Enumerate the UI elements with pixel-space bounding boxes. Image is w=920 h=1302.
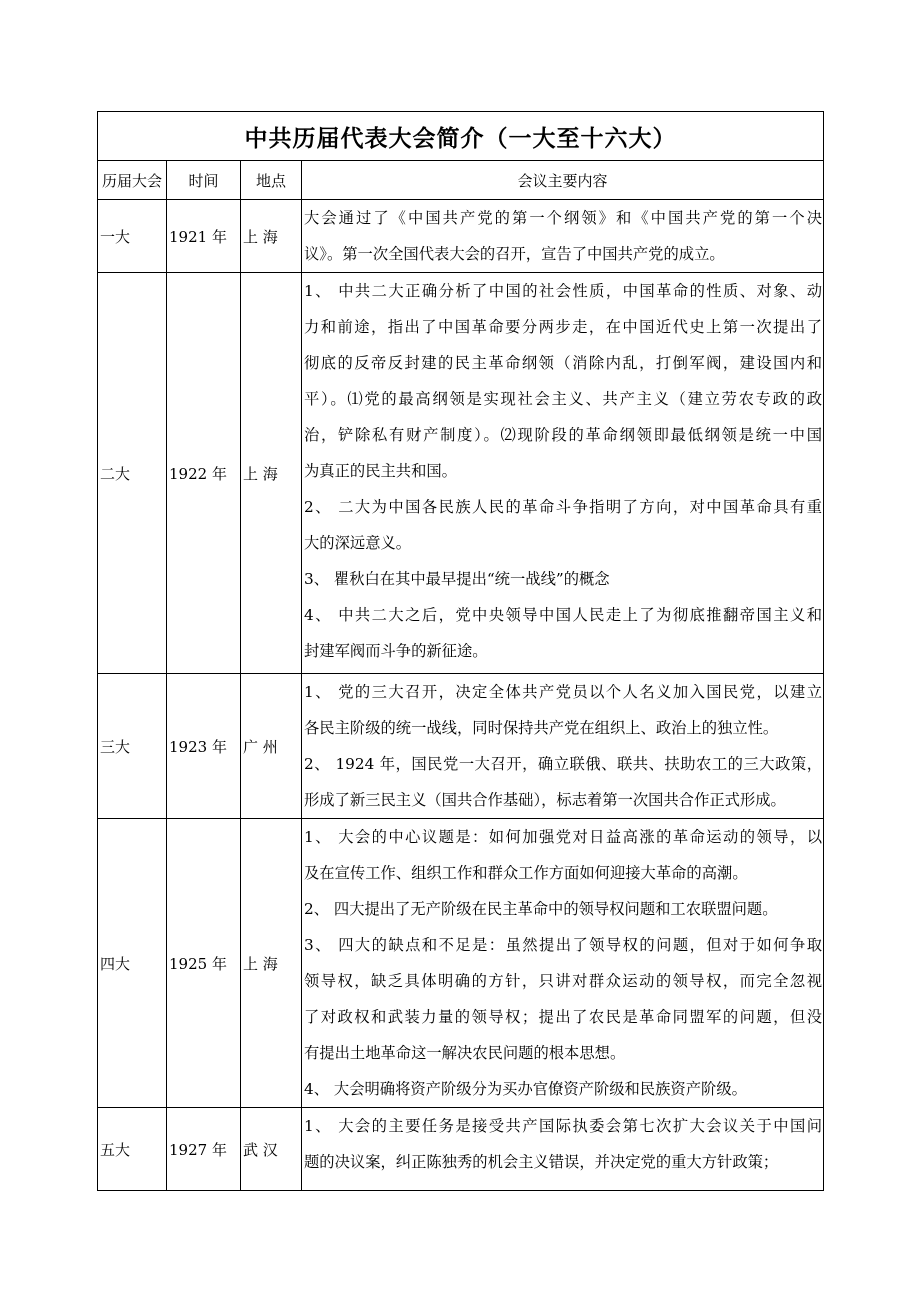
cell-place: 上 海 bbox=[241, 273, 302, 674]
cell-place: 武 汉 bbox=[241, 1108, 302, 1191]
cell-content bbox=[302, 674, 824, 819]
table-row bbox=[98, 674, 824, 819]
cell-congress: 一大 bbox=[98, 200, 167, 273]
content-line: 1、 大会的中心议题是：如何加强党对日益高涨的革命运动的领导，以 bbox=[304, 828, 822, 846]
cell-congress: 五大 bbox=[98, 1108, 167, 1191]
content-line: 大的深远意义。 bbox=[304, 534, 412, 552]
cell-place: 广 州 bbox=[241, 674, 302, 819]
cell-year: 1925 年 bbox=[167, 819, 241, 1108]
content-line: 有提出土地革命这一解决农民问题的根本思想。 bbox=[304, 1044, 626, 1062]
header-place: 地点 bbox=[241, 161, 302, 200]
document-title: 中共历届代表大会简介（一大至十六大） bbox=[98, 112, 824, 161]
header-congress: 历届大会 bbox=[98, 161, 167, 200]
content-line: 2、 1924 年，国民党一大召开，确立联俄、联共、扶助农工的三大政策， bbox=[304, 755, 822, 773]
content-line: 彻底的反帝反封建的民主革命纲领（消除内乱，打倒军阀，建设国内和 bbox=[304, 354, 822, 372]
cell-content bbox=[302, 1108, 824, 1191]
content-line: 领导权，缺乏具体明确的方针，只讲对群众运动的领导权，而完全忽视 bbox=[304, 972, 822, 990]
table-row bbox=[98, 1108, 824, 1191]
content-line: 议》。第一次全国代表大会的召开，宣告了中国共产党的成立。 bbox=[304, 245, 725, 263]
content-line: 2、 四大提出了无产阶级在民主革命中的领导权问题和工农联盟问题。 bbox=[304, 900, 778, 918]
table-row bbox=[98, 273, 824, 674]
content-line: 治，铲除私有财产制度）。⑵现阶段的革命纲领即最低纲领是统一中国 bbox=[304, 426, 822, 444]
table-row bbox=[98, 819, 824, 1108]
content-line: 各民主阶级的统一战线，同时保持共产党在组织上、政治上的独立性。 bbox=[304, 719, 779, 737]
cell-year: 1923 年 bbox=[167, 674, 241, 819]
cell-congress: 二大 bbox=[98, 273, 167, 674]
cell-place: 上 海 bbox=[241, 819, 302, 1108]
content-line: 3、 瞿秋白在其中最早提出“统一战线”的概念 bbox=[304, 570, 610, 588]
content-line: 1、 大会的主要任务是接受共产国际执委会第七次扩大会议关于中国问 bbox=[304, 1117, 822, 1135]
content-line: 3、 四大的缺点和不足是：虽然提出了领导权的问题，但对于如何争取 bbox=[304, 936, 822, 954]
cell-congress: 四大 bbox=[98, 819, 167, 1108]
content-line: 为真正的民主共和国。 bbox=[304, 462, 457, 480]
cell-year: 1927 年 bbox=[167, 1108, 241, 1191]
content-line: 4、 大会明确将资产阶级分为买办官僚资产阶级和民族资产阶级。 bbox=[304, 1080, 747, 1098]
content-line: 1、 中共二大正确分析了中国的社会性质，中国革命的性质、对象、动 bbox=[304, 282, 822, 300]
content-line: 大会通过了《中国共产党的第一个纲领》和《中国共产党的第一个决 bbox=[304, 209, 822, 227]
content-line: 及在宣传工作、组织工作和群众工作方面如何迎接大革命的高潮。 bbox=[304, 864, 748, 882]
table-row bbox=[98, 200, 824, 273]
content-line: 4、 中共二大之后，党中央领导中国人民走上了为彻底推翻帝国主义和 bbox=[304, 606, 822, 624]
content-line: 1、 党的三大召开，决定全体共产党员以个人名义加入国民党，以建立 bbox=[304, 683, 822, 701]
content-line: 了对政权和武装力量的领导权；提出了农民是革命同盟军的问题，但没 bbox=[304, 1008, 822, 1026]
cell-year: 1922 年 bbox=[167, 273, 241, 674]
header-time: 时间 bbox=[167, 161, 241, 200]
cell-place: 上 海 bbox=[241, 200, 302, 273]
cell-content bbox=[302, 273, 824, 674]
content-line: 题的决议案，纠正陈独秀的机会主义错误，并决定党的重大方针政策； bbox=[304, 1153, 779, 1171]
content-line: 形成了新三民主义（国共合作基础），标志着第一次国共合作正式形成。 bbox=[304, 791, 786, 809]
cell-content bbox=[302, 200, 824, 273]
congress-table bbox=[97, 111, 824, 1191]
content-line: 力和前途，指出了中国革命要分两步走，在中国近代史上第一次提出了 bbox=[304, 318, 822, 336]
cell-congress: 三大 bbox=[98, 674, 167, 819]
cell-content bbox=[302, 819, 824, 1108]
content-line: 2、 二大为中国各民族人民的革命斗争指明了方向，对中国革命具有重 bbox=[304, 498, 822, 516]
cell-year: 1921 年 bbox=[167, 200, 241, 273]
content-line: 平）。⑴党的最高纲领是实现社会主义、共产主义（建立劳农专政的政 bbox=[304, 390, 822, 408]
content-line: 封建军阀而斗争的新征途。 bbox=[304, 642, 488, 660]
header-content: 会议主要内容 bbox=[302, 161, 824, 200]
